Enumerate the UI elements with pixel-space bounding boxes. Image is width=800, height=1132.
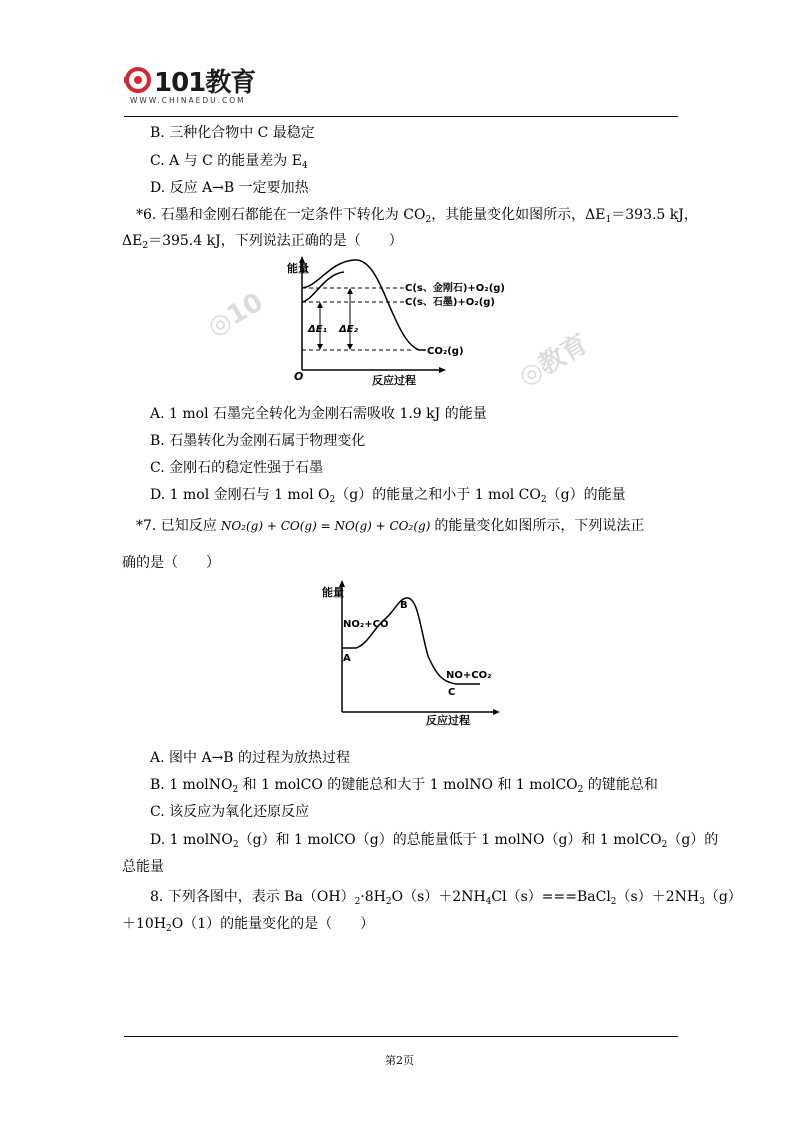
q7-equation: NO₂(g) + CO(g) = NO(g) + CO₂(g) — [220, 519, 431, 533]
footer-rule — [124, 1036, 678, 1037]
q8-stem-line2: $+10H_2O(1)$的能量变化的是（ ） — [122, 916, 375, 934]
q7-stem-line2: 确的是（ ） — [122, 555, 220, 571]
q7-label-reactants: NO₂+CO — [343, 619, 389, 630]
q6-option-b: B. 石墨转化为金刚石属于物理变化 — [150, 433, 366, 449]
q7-xlabel: 反应过程 — [426, 714, 470, 727]
q7-label-c: C — [448, 687, 456, 698]
prev-option-d: D. 反应 A→B 一定要加热 — [150, 180, 309, 196]
q6-level-graphite: C(s、石墨)+O₂(g) — [405, 297, 495, 308]
prev-option-b: B. 三种化合物中 C 最稳定 — [150, 125, 315, 141]
q6-energy-diagram — [284, 256, 544, 388]
q6-origin: O — [294, 370, 304, 383]
q7-label-b: B — [400, 600, 408, 611]
logo-text: 101教育 — [154, 68, 256, 98]
q6-xlabel: 反应过程 — [372, 374, 416, 387]
q8-stem-line1: 8. 下列各图中，表示 $Ba(OH)_2\cdot 8H_2O(s)+2NH_4Cl(s)===BaCl_2(s)+2NH_3(g)$ — [150, 889, 742, 907]
q6-option-a: A. 1 mol 石墨完全转化为金刚石需吸收 1.9 kJ 的能量 — [150, 406, 487, 422]
q7-stem-line1: *7. 已知反应 NO₂(g) + CO(g) = NO(g) + CO₂(g) 的能量变化如图所示，下列说法正 — [136, 518, 645, 534]
q6-option-c: C. 金刚石的稳定性强于石墨 — [150, 460, 324, 476]
q6-level-diamond: C(s、金刚石)+O₂(g) — [405, 283, 505, 294]
q6-stem-line1: *6. 石墨和金刚石都能在一定条件下转化为 $CO_2$，其能量变化如图所示，$\Delta E_1=393.5$ kJ， — [136, 207, 698, 225]
logo — [124, 62, 264, 112]
watermark-logo-left: ◎10 — [202, 287, 269, 343]
q7-label-a: A — [343, 653, 351, 664]
prev-option-c: C. A 与 C 的能量差为 $E_4$ — [150, 153, 308, 171]
q6-stem-line2: $\Delta E_2=395.4$ kJ，下列说法正确的是（ ） — [122, 233, 403, 251]
q6-ylabel-1: 能量 — [287, 262, 309, 275]
q6-de1-label: ΔE₁ — [308, 324, 327, 335]
logo-icon — [124, 64, 154, 96]
q6-de2-label: ΔE₂ — [339, 324, 358, 335]
q7-label-products: NO+CO₂ — [446, 670, 492, 681]
q7-ylabel: 能量 — [322, 586, 344, 599]
q7-option-b: B. 1 molNO$_2$ 和 1 molCO 的键能总和大于 1 molNO 和 1 molCO$_2$ 的键能总和 — [150, 777, 658, 795]
logo-url: WWW.CHINAEDU.COM — [130, 96, 246, 105]
q7-option-c: C. 该反应为氧化还原反应 — [150, 804, 310, 820]
q6-level-product: CO₂(g) — [427, 346, 464, 357]
header-rule — [124, 116, 678, 117]
q7-option-a: A. 图中 A→B 的过程为放热过程 — [150, 750, 351, 766]
q7-energy-diagram — [318, 578, 508, 728]
q7-option-d: D. 1 molNO$_2$（g）和 1 molCO（g）的总能量低于 1 molNO（g）和 1 molCO$_2$（g）的 — [150, 832, 719, 850]
page-number: 第2页 — [385, 1054, 414, 1067]
q7-option-d-line2: 总能量 — [122, 859, 164, 875]
watermark-logo-right: ◎教育 — [513, 329, 594, 393]
q6-option-d: D. 1 mol 金刚石与 1 mol $O_2(g)$的能量之和小于 1 mol $CO_2(g)$的能量 — [150, 487, 626, 505]
